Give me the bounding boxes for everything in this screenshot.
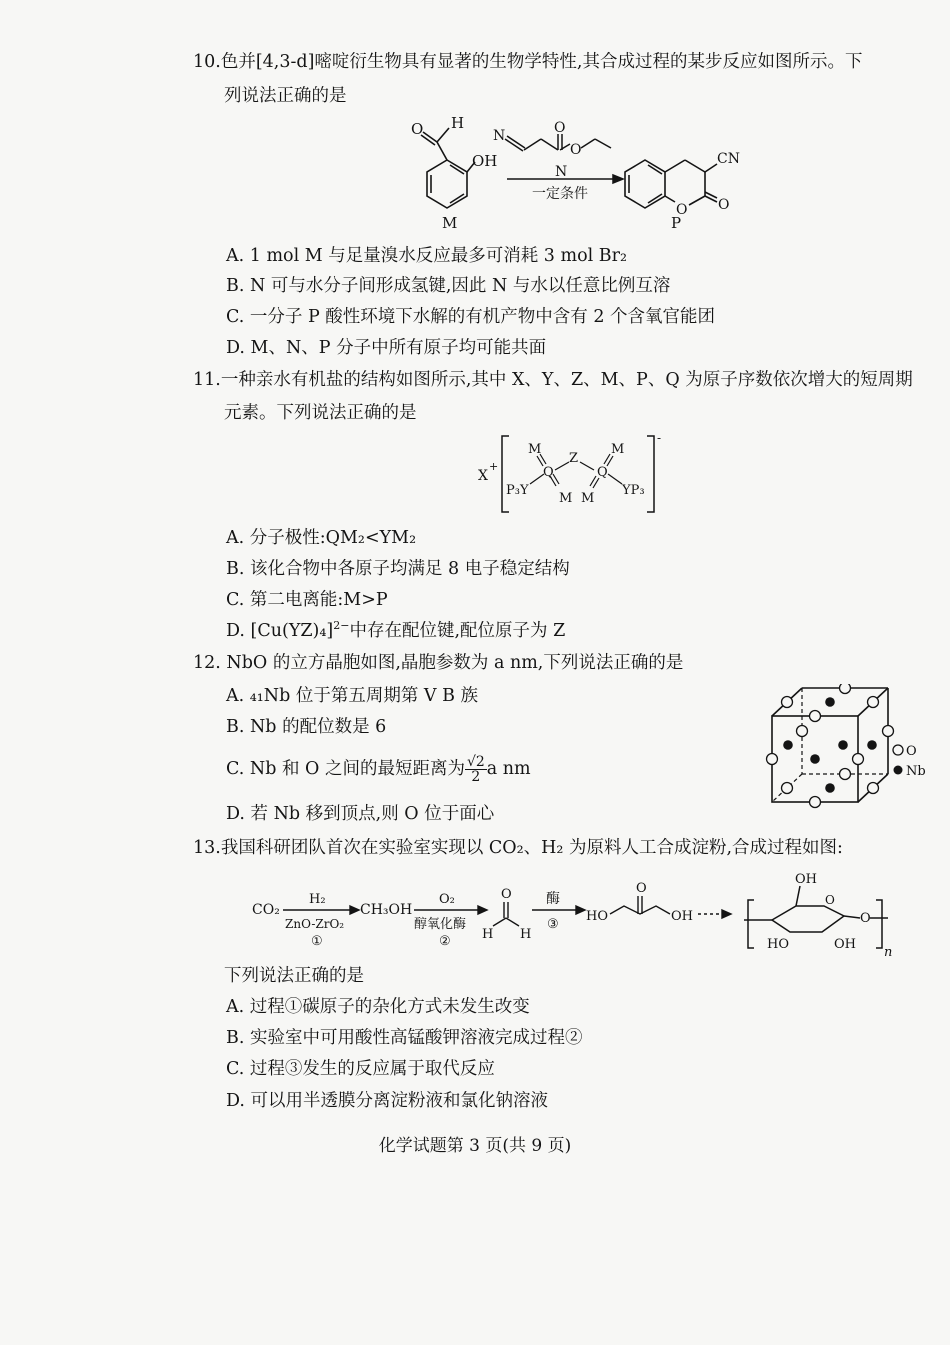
atom-n-nitrile: N — [493, 128, 506, 144]
q11-option-d-rest: 中存在配位键,配位原子为 Z — [349, 621, 566, 641]
anion-brackets — [502, 436, 654, 512]
q12-fraction-num: √2 — [466, 754, 485, 770]
step-3: ③ — [547, 917, 559, 932]
atom-q-left: Q — [543, 465, 554, 480]
q13-option-d: D. 可以用半透膜分离淀粉液和氯化钠溶液 — [226, 1091, 549, 1111]
atom-m-bottom-left: M — [559, 491, 573, 506]
dha-o: O — [636, 881, 647, 896]
anion-charge: - — [657, 431, 662, 445]
q10-reaction-scheme — [395, 112, 755, 234]
q10-option-d: D. M、N、P 分子中所有原子均可能共面 — [226, 338, 547, 358]
atom-o-ester: O — [570, 142, 582, 158]
q12-option-c — [226, 755, 531, 784]
starch-ho: HO — [767, 937, 789, 952]
q12-option-c-post: a nm — [486, 759, 531, 779]
label-p: P — [671, 214, 682, 232]
group-yp3: YP₃ — [622, 483, 645, 498]
co2: CO₂ — [252, 902, 280, 918]
atom-m-top-left: M — [528, 442, 542, 457]
atom-q-right: Q — [597, 465, 608, 480]
formaldehyde-h-left: H — [482, 927, 494, 942]
dha-oh: OH — [671, 909, 693, 924]
legend-o: O — [906, 744, 917, 759]
starch-o-link: O — [860, 911, 871, 926]
polymer-n: n — [884, 945, 893, 960]
atom-o-lactone: O — [718, 197, 730, 213]
label-n: N — [555, 164, 568, 180]
atom-o-carbonyl: O — [554, 120, 566, 136]
reaction-condition: 一定条件 — [532, 186, 588, 202]
ch3oh: CH₃OH — [360, 902, 413, 918]
q11-option-d-main: D. [Cu(YZ)₄] — [226, 621, 334, 641]
h2: H₂ — [309, 892, 326, 907]
enzyme: 酶 — [546, 891, 560, 907]
step-1: ① — [311, 934, 323, 949]
q13-stem: 13.我国科研团队首次在实验室实现以 CO₂、H₂ 为原料人工合成淀粉,合成过程如图: — [193, 838, 843, 858]
molecule-n — [505, 134, 611, 151]
legend-nb: Nb — [906, 764, 926, 779]
atom-oh-phenol: OH — [472, 152, 498, 170]
q11-option-a: A. 分子极性:QM₂<YM₂ — [226, 528, 417, 548]
atom-m-top-right: M — [611, 442, 625, 457]
catalyst-1: ZnO-ZrO₂ — [285, 917, 345, 931]
q12-fraction — [465, 755, 487, 784]
catalyst-2: 醇氧化酶 — [414, 917, 467, 932]
o2: O₂ — [439, 892, 455, 907]
q10-option-c: C. 一分子 P 酸性环境下水解的有机产物中含有 2 个含氧官能团 — [226, 307, 716, 327]
legend-o-marker — [893, 745, 903, 755]
atom-o-ring: O — [676, 202, 688, 218]
q12-stem: 12. NbO 的立方晶胞如图,晶胞参数为 a nm,下列说法正确的是 — [193, 653, 684, 673]
q11-option-d-charge: 2− — [333, 619, 350, 632]
q10-option-b: B. N 可与水分子间形成氢键,因此 N 与水以任意比例互溶 — [226, 276, 671, 296]
q13-option-c: C. 过程③发生的反应属于取代反应 — [226, 1059, 495, 1079]
q12-option-d: D. 若 Nb 移到顶点,则 O 位于面心 — [226, 804, 495, 824]
formaldehyde-o: O — [501, 887, 512, 902]
q11-option-c: C. 第二电离能:M>P — [226, 590, 388, 610]
q12-unit-cell — [760, 684, 940, 810]
q12-option-b: B. Nb 的配位数是 6 — [226, 717, 387, 737]
q12-option-a: A. ₄₁Nb 位于第五周期第 V B 族 — [226, 686, 479, 706]
q10-stem-line2: 列说法正确的是 — [224, 86, 347, 106]
dha-ho: HO — [586, 909, 608, 924]
q11-option-d — [226, 619, 565, 643]
legend-nb-marker — [894, 766, 903, 775]
starch-o-ring: O — [825, 893, 835, 907]
atom-o-aldehyde: O — [411, 120, 424, 138]
q11-structure — [476, 430, 676, 516]
q13-synthesis-scheme — [250, 868, 900, 960]
atom-cn: CN — [717, 151, 740, 167]
q13-question: 下列说法正确的是 — [224, 966, 364, 986]
q10-stem-line1: 10.色并[4,3-d]嘧啶衍生物具有显著的生物学特性,其合成过程的某步反应如图所示。下 — [193, 52, 863, 72]
atom-z: Z — [569, 451, 579, 466]
atom-m-bottom-right: M — [581, 491, 595, 506]
q11-stem-line1: 11.一种亲水有机盐的结构如图所示,其中 X、Y、Z、M、P、Q 为原子序数依次增大的短周期 — [193, 370, 913, 390]
q12-option-c-pre: C. Nb 和 O 之间的最短距离为 — [226, 759, 465, 779]
q10-option-a: A. 1 mol M 与足量溴水反应最多可消耗 3 mol Br₂ — [226, 246, 628, 266]
page-footer: 化学试题第 3 页(共 9 页) — [378, 1136, 572, 1156]
q11-stem-line2: 元素。下列说法正确的是 — [224, 403, 417, 423]
q13-option-a: A. 过程①碳原子的杂化方式未发生改变 — [226, 997, 530, 1017]
cation-x: X — [478, 468, 488, 484]
formaldehyde-h-right: H — [520, 927, 532, 942]
cation-charge: + — [489, 460, 499, 473]
q12-fraction-den: 2 — [471, 769, 481, 785]
starch-oh-top: OH — [795, 872, 817, 887]
q13-option-b: B. 实验室中可用酸性高锰酸钾溶液完成过程② — [226, 1028, 583, 1048]
q11-option-b: B. 该化合物中各原子均满足 8 电子稳定结构 — [226, 559, 570, 579]
step-2: ② — [439, 934, 451, 949]
group-p3y: P₃Y — [506, 483, 529, 498]
starch-oh-bottom: OH — [834, 937, 856, 952]
molecule-p — [625, 160, 717, 208]
label-m: M — [442, 214, 458, 232]
atom-h-aldehyde: H — [451, 114, 465, 132]
molecule-m — [421, 128, 475, 208]
